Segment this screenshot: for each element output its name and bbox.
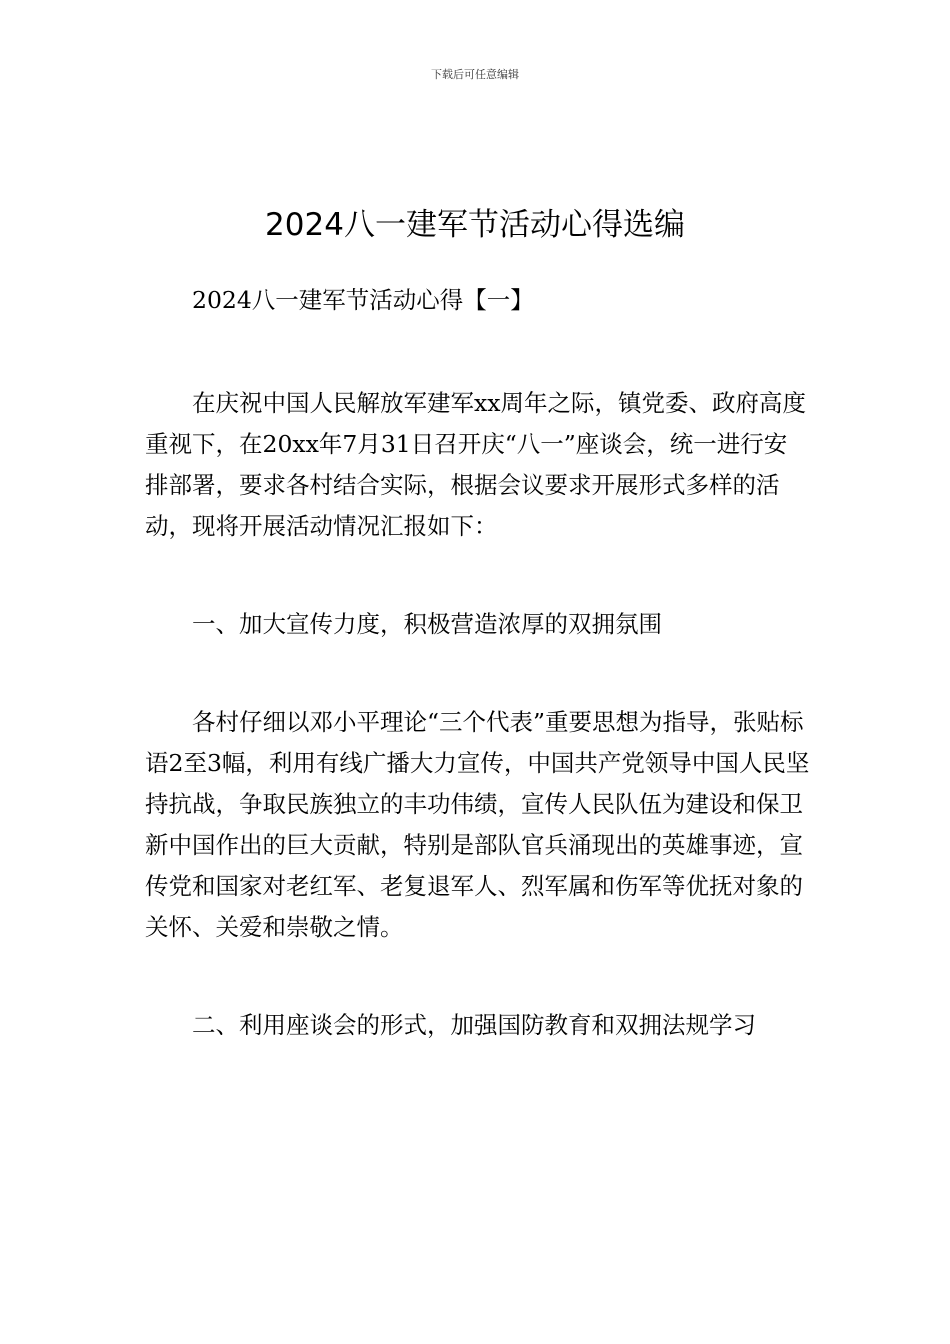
paragraph-section-one: 各村仔细以邓小平理论“三个代表”重要思想为指导，张贴标语2至3幅，利用有线广播大力宣传，中国共产党领导中国人民坚持抗战，争取民族独立的丰功伟绩，宣传人民队伍为建设和保卫新中国作出的巨大贡献，特别是部队官兵涌现出的英雄事迹，宣传党和国家对老红军、老复退军人、烈军属和伤军等优抚对象的关怀、关爱和崇敬之情。 bbox=[145, 708, 810, 941]
heading-section-two: 二、利用座谈会的形式，加强国防教育和双拥法规学习 bbox=[192, 1011, 756, 1039]
header-note: 下载后可任意编辑 bbox=[431, 68, 519, 81]
document-title: 2024八一建军节活动心得选编 bbox=[265, 206, 685, 243]
heading-section-one: 一、加大宣传力度，积极营造浓厚的双拥氛围 bbox=[192, 610, 662, 638]
document-body bbox=[145, 280, 810, 1046]
paragraph-intro: 在庆祝中国人民解放军建军xx周年之际，镇党委、政府高度重视下，在20xx年7月31日召开庆“八一”座谈会，统一进行安排部署，要求各村结合实际，根据会议要求开展形式多样的活动，现将开展活动情况汇报如下： bbox=[145, 389, 807, 540]
section-subtitle: 2024八一建军节活动心得【一】 bbox=[192, 286, 534, 314]
